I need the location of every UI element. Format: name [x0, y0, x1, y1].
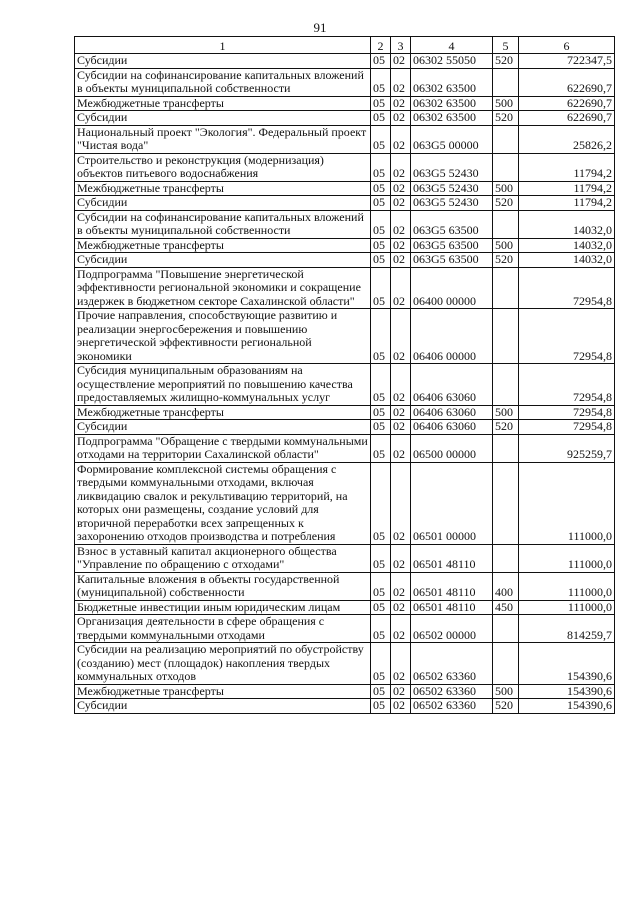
header-col-6: 6 — [519, 37, 615, 54]
row-section: 05 — [371, 572, 391, 600]
row-target-article: 06302 63500 — [411, 96, 493, 111]
row-name: Национальный проект "Экология". Федеральный проект "Чистая вода" — [75, 125, 371, 153]
row-section: 05 — [371, 434, 391, 462]
row-subsection: 02 — [391, 210, 411, 238]
row-expense-type — [493, 68, 519, 96]
row-amount: 14032,0 — [519, 238, 615, 253]
row-section: 05 — [371, 309, 391, 364]
table-row — [75, 238, 615, 253]
row-target-article: 06500 00000 — [411, 434, 493, 462]
row-name: Формирование комплексной системы обращения с твердыми коммунальными отходами, включая ликвидацию свалок и рекультивацию территорий, на которых они размещены, создание условий для вторичной переработки всех запрещенных к захоронению отходов производства и потребления — [75, 462, 371, 544]
row-amount: 622690,7 — [519, 111, 615, 126]
row-amount: 111000,0 — [519, 572, 615, 600]
table-row — [75, 111, 615, 126]
row-expense-type: 520 — [493, 196, 519, 211]
header-col-3: 3 — [391, 37, 411, 54]
row-name: Субсидии — [75, 253, 371, 268]
row-expense-type — [493, 153, 519, 181]
row-name: Субсидии — [75, 111, 371, 126]
row-name: Субсидии на софинансирование капитальных вложений в объекты муниципальной собственности — [75, 210, 371, 238]
header-col-5: 5 — [493, 37, 519, 54]
row-amount: 722347,5 — [519, 54, 615, 69]
row-section: 05 — [371, 238, 391, 253]
row-amount: 11794,2 — [519, 181, 615, 196]
row-section: 05 — [371, 615, 391, 643]
row-expense-type — [493, 210, 519, 238]
row-amount: 11794,2 — [519, 196, 615, 211]
row-name: Межбюджетные трансферты — [75, 181, 371, 196]
row-name: Субсидия муниципальным образованиям на осуществление мероприятий по повышению качества предоставляемых жилищно-коммунальных услуг — [75, 364, 371, 406]
row-expense-type — [493, 615, 519, 643]
row-amount: 11794,2 — [519, 153, 615, 181]
row-section: 05 — [371, 153, 391, 181]
row-expense-type: 520 — [493, 420, 519, 435]
row-section: 05 — [371, 544, 391, 572]
row-section: 05 — [371, 643, 391, 685]
row-expense-type — [493, 462, 519, 544]
row-subsection: 02 — [391, 68, 411, 96]
row-section: 05 — [371, 684, 391, 699]
row-name: Организация деятельности в сфере обращения с твердыми коммунальными отходами — [75, 615, 371, 643]
row-subsection: 02 — [391, 309, 411, 364]
row-subsection: 02 — [391, 181, 411, 196]
table-body — [75, 54, 615, 714]
row-target-article: 063G5 63500 — [411, 238, 493, 253]
row-target-article: 063G5 52430 — [411, 181, 493, 196]
page-number: 91 — [313, 20, 327, 35]
header-col-1: 1 — [75, 37, 371, 54]
row-section: 05 — [371, 68, 391, 96]
table-row — [75, 699, 615, 714]
row-amount: 72954,8 — [519, 267, 615, 309]
row-amount: 814259,7 — [519, 615, 615, 643]
row-expense-type: 450 — [493, 600, 519, 615]
row-subsection: 02 — [391, 684, 411, 699]
row-name: Взнос в уставный капитал акционерного общества "Управление по обращению с отходами" — [75, 544, 371, 572]
row-name: Межбюджетные трансферты — [75, 96, 371, 111]
row-amount: 14032,0 — [519, 210, 615, 238]
row-amount: 72954,8 — [519, 309, 615, 364]
table-row — [75, 96, 615, 111]
table-row — [75, 181, 615, 196]
row-expense-type: 400 — [493, 572, 519, 600]
row-subsection: 02 — [391, 462, 411, 544]
row-name: Бюджетные инвестиции иным юридическим лицам — [75, 600, 371, 615]
row-section: 05 — [371, 405, 391, 420]
row-subsection: 02 — [391, 420, 411, 435]
row-expense-type: 520 — [493, 54, 519, 69]
row-amount: 154390,6 — [519, 699, 615, 714]
row-expense-type: 500 — [493, 96, 519, 111]
table-row — [75, 68, 615, 96]
row-target-article: 063G5 52430 — [411, 196, 493, 211]
row-section: 05 — [371, 196, 391, 211]
row-subsection: 02 — [391, 153, 411, 181]
row-section: 05 — [371, 111, 391, 126]
table-row — [75, 253, 615, 268]
table-row — [75, 643, 615, 685]
row-amount: 622690,7 — [519, 68, 615, 96]
row-expense-type: 500 — [493, 405, 519, 420]
row-name: Подпрограмма "Обращение с твердыми коммунальными отходами на территории Сахалинской области" — [75, 434, 371, 462]
row-section: 05 — [371, 699, 391, 714]
table-row — [75, 684, 615, 699]
row-name: Строительство и реконструкция (модернизация) объектов питьевого водоснабжения — [75, 153, 371, 181]
row-subsection: 02 — [391, 572, 411, 600]
row-section: 05 — [371, 462, 391, 544]
row-section: 05 — [371, 253, 391, 268]
table-row — [75, 600, 615, 615]
table-row — [75, 125, 615, 153]
row-expense-type: 520 — [493, 111, 519, 126]
row-amount: 622690,7 — [519, 96, 615, 111]
row-name: Субсидии — [75, 420, 371, 435]
row-target-article: 063G5 63500 — [411, 210, 493, 238]
row-expense-type: 500 — [493, 238, 519, 253]
row-target-article: 06502 00000 — [411, 615, 493, 643]
row-target-article: 06502 63360 — [411, 643, 493, 685]
row-amount: 111000,0 — [519, 462, 615, 544]
row-target-article: 06501 48110 — [411, 572, 493, 600]
row-name: Капитальные вложения в объекты государственной (муниципальной) собственности — [75, 572, 371, 600]
row-target-article: 06302 55050 — [411, 54, 493, 69]
row-target-article: 06302 63500 — [411, 111, 493, 126]
row-target-article: 06400 00000 — [411, 267, 493, 309]
row-subsection: 02 — [391, 600, 411, 615]
row-expense-type: 520 — [493, 699, 519, 714]
row-section: 05 — [371, 181, 391, 196]
row-subsection: 02 — [391, 238, 411, 253]
table-row — [75, 544, 615, 572]
row-name: Субсидии — [75, 196, 371, 211]
row-section: 05 — [371, 125, 391, 153]
row-target-article: 06406 63060 — [411, 364, 493, 406]
row-subsection: 02 — [391, 253, 411, 268]
row-subsection: 02 — [391, 643, 411, 685]
row-expense-type — [493, 309, 519, 364]
table-row — [75, 54, 615, 69]
row-subsection: 02 — [391, 125, 411, 153]
table-row — [75, 267, 615, 309]
table-row — [75, 420, 615, 435]
row-subsection: 02 — [391, 267, 411, 309]
row-expense-type — [493, 434, 519, 462]
row-subsection: 02 — [391, 196, 411, 211]
header-col-2: 2 — [371, 37, 391, 54]
row-expense-type — [493, 267, 519, 309]
row-expense-type: 500 — [493, 684, 519, 699]
row-subsection: 02 — [391, 544, 411, 572]
table-row — [75, 309, 615, 364]
table-row — [75, 615, 615, 643]
row-target-article: 06406 63060 — [411, 420, 493, 435]
row-target-article: 06406 00000 — [411, 309, 493, 364]
row-amount: 154390,6 — [519, 643, 615, 685]
row-amount: 72954,8 — [519, 405, 615, 420]
row-target-article: 063G5 52430 — [411, 153, 493, 181]
row-amount: 154390,6 — [519, 684, 615, 699]
row-section: 05 — [371, 210, 391, 238]
row-amount: 72954,8 — [519, 420, 615, 435]
row-amount: 25826,2 — [519, 125, 615, 153]
row-name: Субсидии — [75, 54, 371, 69]
row-subsection: 02 — [391, 405, 411, 420]
row-section: 05 — [371, 54, 391, 69]
row-target-article: 063G5 63500 — [411, 253, 493, 268]
row-expense-type — [493, 643, 519, 685]
row-name: Межбюджетные трансферты — [75, 405, 371, 420]
row-name: Субсидии — [75, 699, 371, 714]
row-subsection: 02 — [391, 615, 411, 643]
row-amount: 925259,7 — [519, 434, 615, 462]
row-name: Прочие направления, способствующие развитию и реализации энергосбережения и повышению энергетической эффективности региональной экономики — [75, 309, 371, 364]
header-col-4: 4 — [411, 37, 493, 54]
table-row — [75, 364, 615, 406]
table-header-row — [75, 37, 615, 54]
row-amount: 14032,0 — [519, 253, 615, 268]
row-section: 05 — [371, 364, 391, 406]
row-subsection: 02 — [391, 364, 411, 406]
row-section: 05 — [371, 420, 391, 435]
row-subsection: 02 — [391, 699, 411, 714]
row-section: 05 — [371, 600, 391, 615]
row-target-article: 06302 63500 — [411, 68, 493, 96]
table-row — [75, 196, 615, 211]
row-expense-type: 500 — [493, 181, 519, 196]
row-target-article: 06501 48110 — [411, 544, 493, 572]
row-expense-type — [493, 544, 519, 572]
row-target-article: 06501 00000 — [411, 462, 493, 544]
row-name: Межбюджетные трансферты — [75, 238, 371, 253]
row-subsection: 02 — [391, 54, 411, 69]
row-target-article: 06501 48110 — [411, 600, 493, 615]
row-target-article: 06406 63060 — [411, 405, 493, 420]
row-expense-type — [493, 125, 519, 153]
row-name: Межбюджетные трансферты — [75, 684, 371, 699]
row-expense-type: 520 — [493, 253, 519, 268]
budget-table — [74, 36, 615, 714]
row-target-article: 06502 63360 — [411, 699, 493, 714]
row-amount: 111000,0 — [519, 544, 615, 572]
row-section: 05 — [371, 96, 391, 111]
row-expense-type — [493, 364, 519, 406]
table-row — [75, 153, 615, 181]
row-name: Субсидии на софинансирование капитальных вложений в объекты муниципальной собственности — [75, 68, 371, 96]
row-name: Подпрограмма "Повышение энергетической эффективности региональной экономики и сокращение издержек в бюджетном секторе Сахалинской области" — [75, 267, 371, 309]
row-amount: 111000,0 — [519, 600, 615, 615]
table-row — [75, 405, 615, 420]
table-row — [75, 434, 615, 462]
row-subsection: 02 — [391, 434, 411, 462]
row-name: Субсидии на реализацию мероприятий по обустройству (созданию) мест (площадок) накопления твердых коммунальных отходов — [75, 643, 371, 685]
row-amount: 72954,8 — [519, 364, 615, 406]
row-subsection: 02 — [391, 111, 411, 126]
row-target-article: 063G5 00000 — [411, 125, 493, 153]
row-target-article: 06502 63360 — [411, 684, 493, 699]
table-row — [75, 210, 615, 238]
row-subsection: 02 — [391, 96, 411, 111]
table-row — [75, 462, 615, 544]
row-section: 05 — [371, 267, 391, 309]
table-row — [75, 572, 615, 600]
